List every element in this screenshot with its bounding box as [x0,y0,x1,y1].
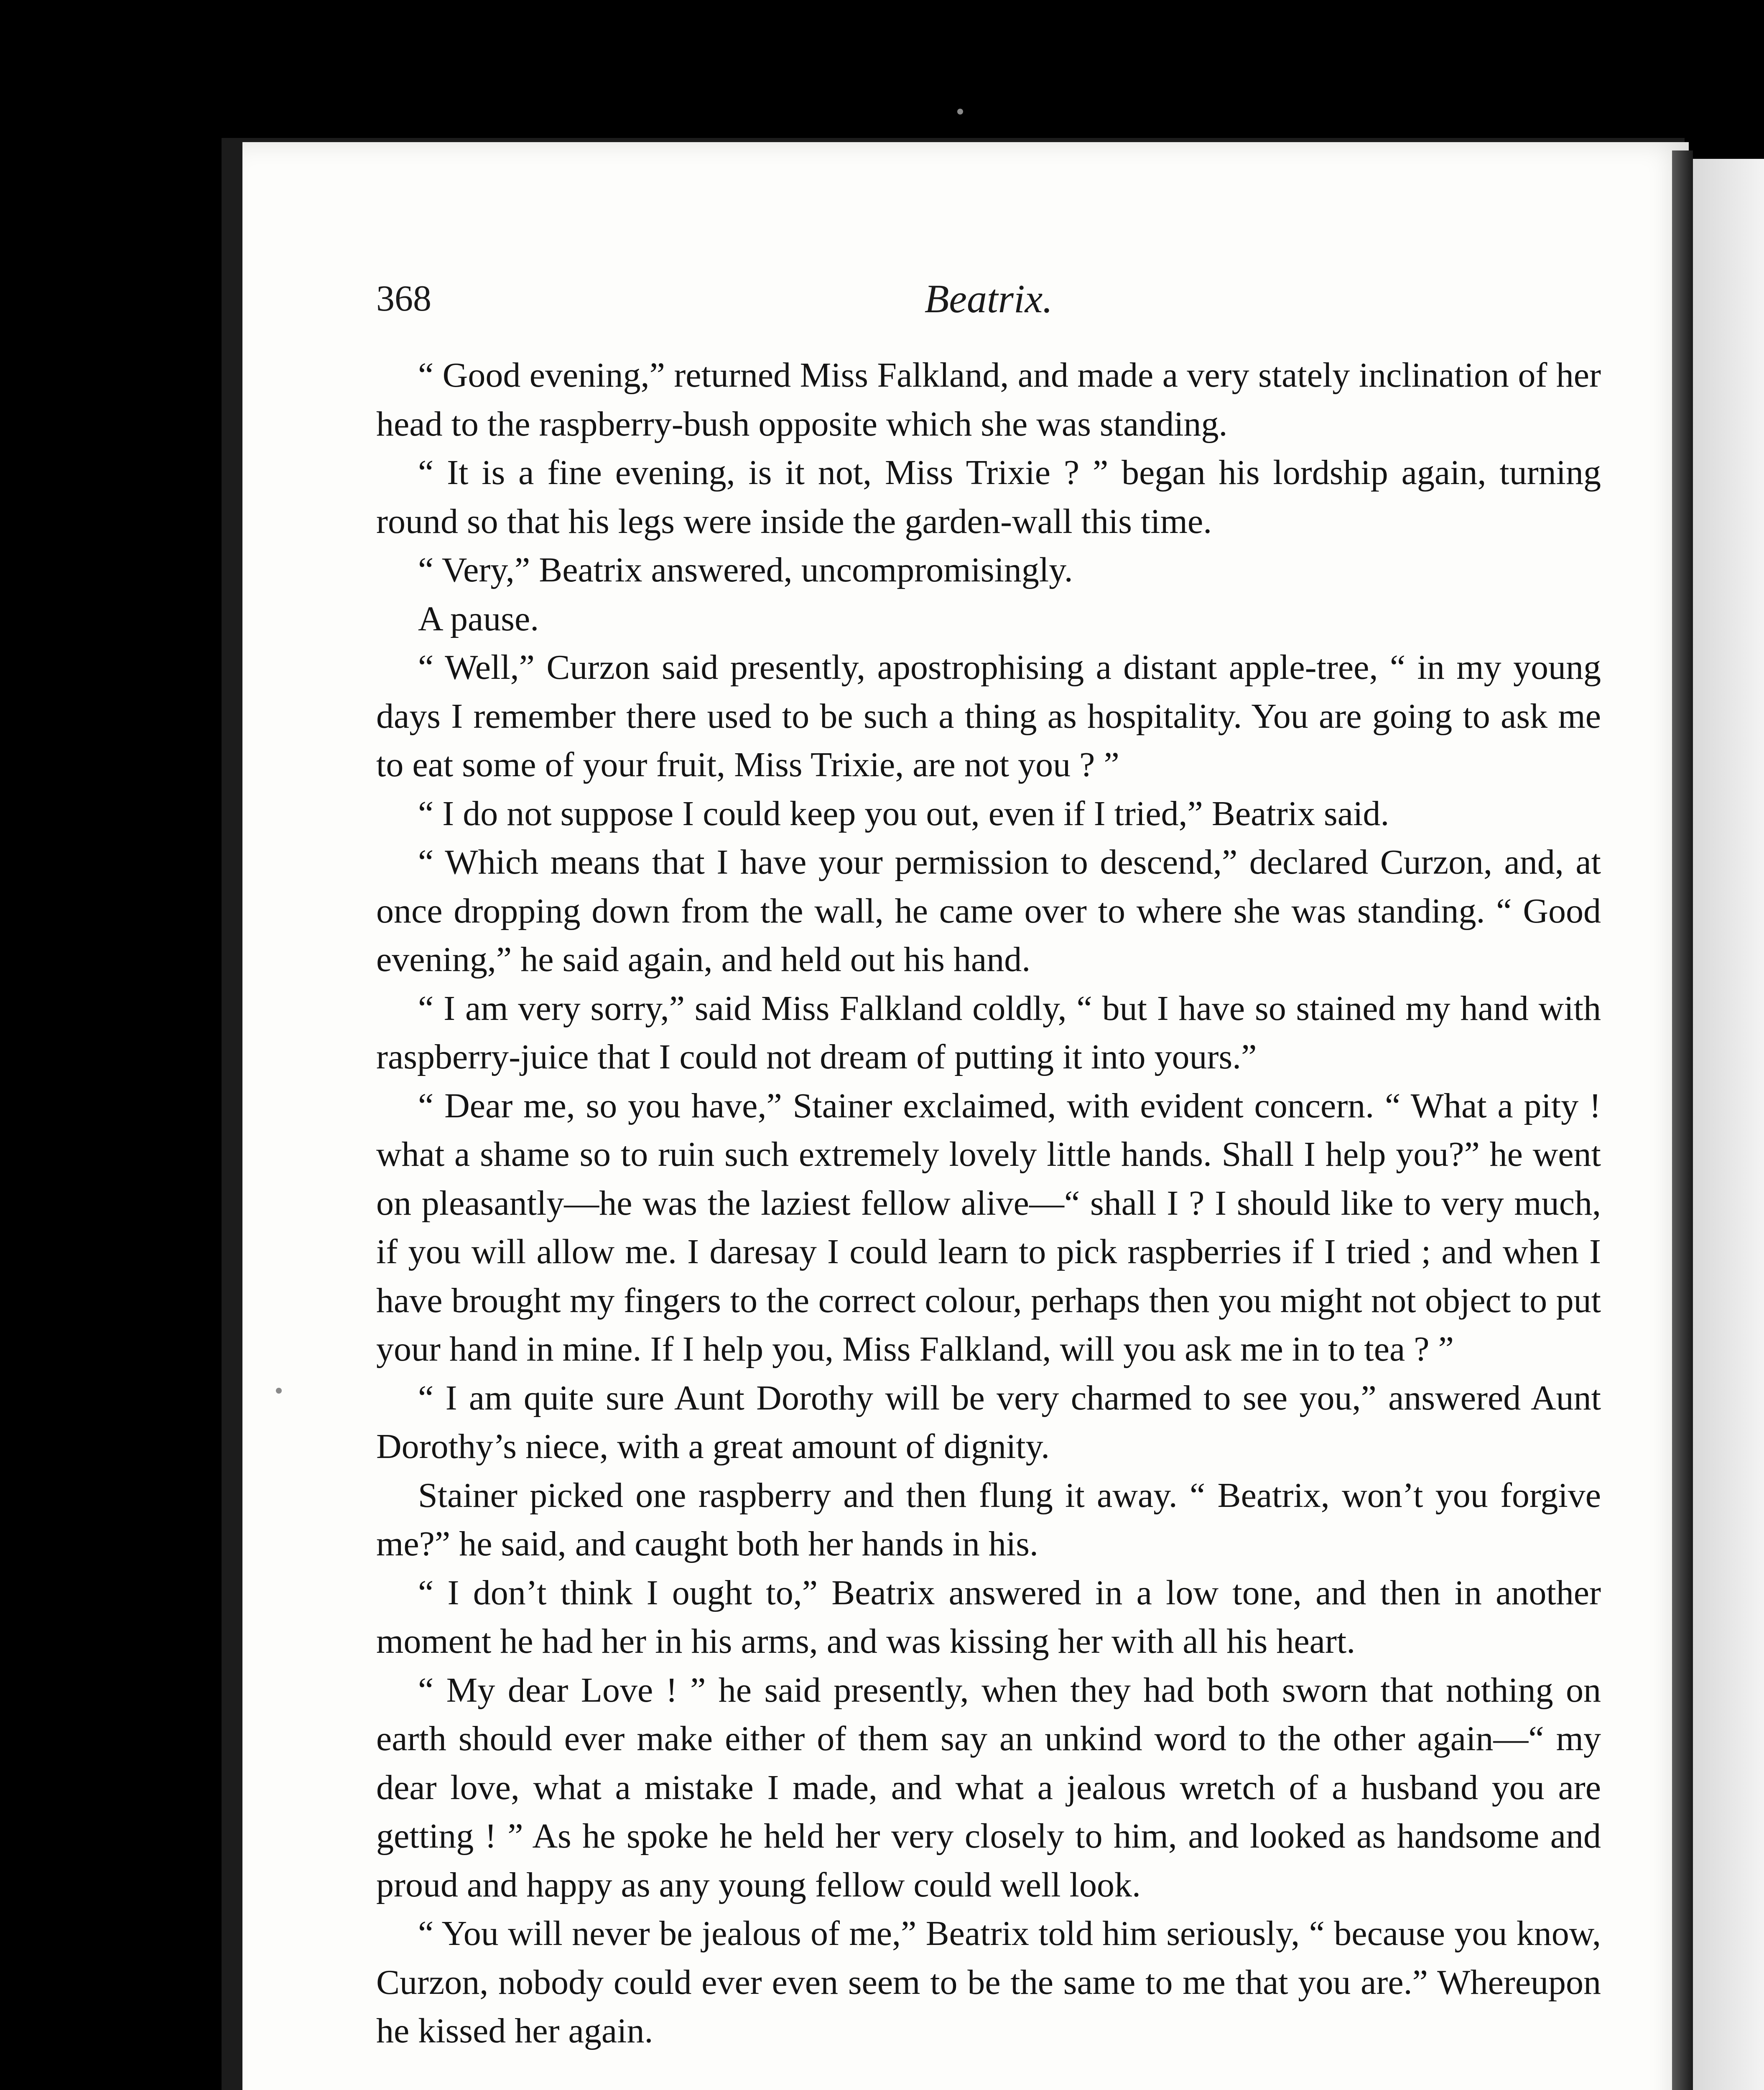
paragraph: Stainer picked one raspberry and then flung it away. “ Beatrix, won’t you forgive me?” he said, and caught both her hands in his. [376,1476,1601,1563]
running-head [376,276,1601,322]
paragraph: “ I am very sorry,” said Miss Falkland coldly, “ but I have so stained my hand with raspberry-juice that I could not dream of putting it into yours.” [376,989,1601,1076]
paragraph: “ I don’t think I ought to,” Beatrix answered in a low tone, and then in another moment he had her in his arms, and was kissing her with all his heart. [376,1573,1601,1661]
page-number: 368 [376,278,431,319]
scan-speck [276,1388,282,1394]
paragraph: “ I am quite sure Aunt Dorothy will be very charmed to see you,” answered Aunt Dorothy’s niece, with a great amount of dignity. [376,1378,1601,1466]
scan-speck [957,109,963,115]
paragraph: “ I do not suppose I could keep you out, even if I tried,” Beatrix said. [418,794,1389,833]
body-text [376,351,1601,2056]
running-title: Beatrix. [924,276,1053,321]
facing-page-edge [1693,159,1764,2090]
paragraph: “ Dear me, so you have,” Stainer exclaimed, with evident concern. “ What a pity ! what a shame so to ruin such extremely lovely little hands. Shall I help you?” he went on pleasantly—he was the laziest fellow alive—“ shall I ? I should like to very much, if you will allow me. I daresay I could learn to pick raspberries if I tried ; and when I have brought my fingers to the correct colour, perhaps then you might not object to put your hand in mine. If I help you, Miss Falkland, will you ask me in to tea ? ” [376,1086,1601,1369]
paragraph: “ My dear Love ! ” he said presently, when they had both sworn that nothing on earth should ever make either of them say an unkind word to the other again—“ my dear love, what a mistake I made, and what a jealous wretch of a husband you are getting ! ” As he spoke he held her very closely to him, and looked as handsome and proud and happy as any young fellow could well look. [376,1670,1601,1904]
paragraph: A pause. [418,599,539,638]
paragraph: “ Which means that I have your permission to descend,” declared Curzon, and, at once dropping down from the wall, he came over to where she was standing. “ Good evening,” he said again, and held out his hand. [376,843,1601,979]
paragraph: “ Very,” Beatrix answered, uncompromisingly. [418,551,1073,589]
paragraph: “ It is a fine evening, is it not, Miss Trixie ? ” began his lordship again, turning round so that his legs were inside the garden-wall this time. [376,453,1601,541]
paragraph: “ You will never be jealous of me,” Beatrix told him seriously, “ because you know, Curzon, nobody could ever even seem to be the same to me that you are.” Whereupon he kissed her again. [376,1914,1601,2050]
paragraph: “ Good evening,” returned Miss Falkland, and made a very stately inclination of her head to the raspberry-bush opposite which she was standing. [376,356,1601,443]
book-gutter [1672,150,1693,2090]
paragraph: “ Well,” Curzon said presently, apostrophising a distant apple-tree, “ in my young days I remember there used to be such a thing as hospitality. You are going to ask me to eat some of your fruit, Miss Trixie, are not you ? ” [376,648,1601,784]
